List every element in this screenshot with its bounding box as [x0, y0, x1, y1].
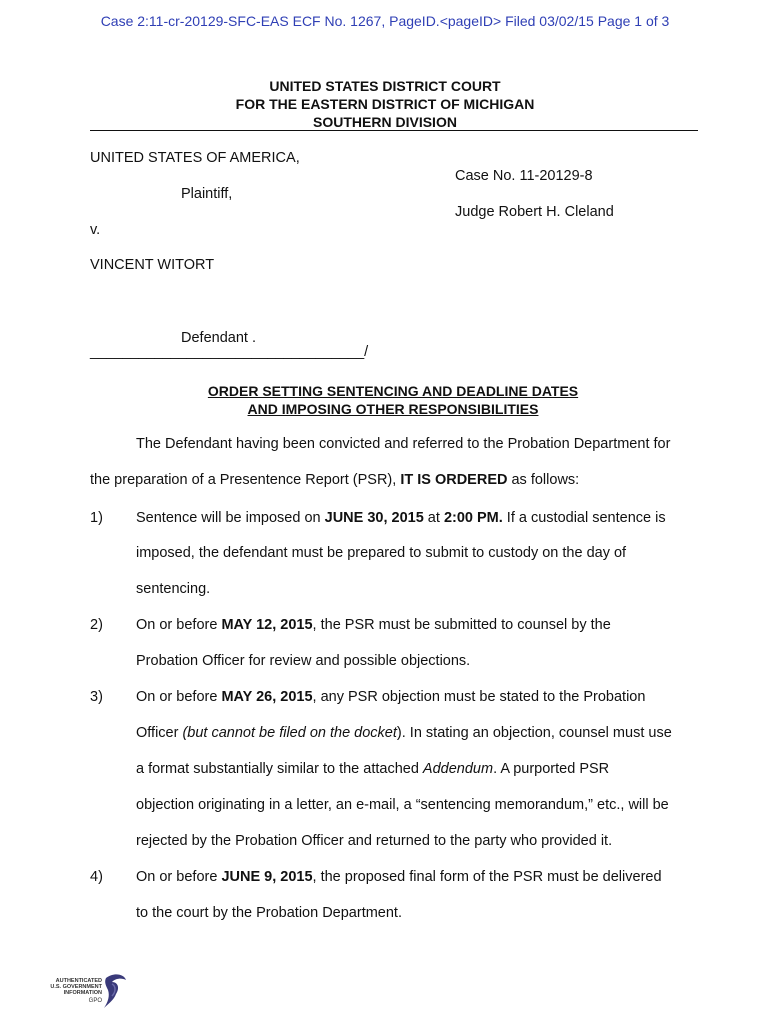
- item-4-line1: On or before JUNE 9, 2015, the proposed final form of the PSR must be delivered: [136, 869, 662, 885]
- court-division: SOUTHERN DIVISION: [313, 114, 457, 130]
- item-1-line3: sentencing.: [136, 581, 211, 597]
- court-district: FOR THE EASTERN DISTRICT OF MICHIGAN: [235, 96, 535, 112]
- item-3-line5: rejected by the Probation Officer and returned to the party who provided it.: [136, 833, 613, 849]
- eagle-emblem-icon: [100, 970, 130, 1012]
- order-title-line2: AND IMPOSING OTHER RESPONSIBILITIES: [247, 401, 539, 417]
- defendant-role: Defendant .: [181, 330, 256, 346]
- item-3-line2: Officer (but cannot be filed on the docket). In stating an objection, counsel must use: [136, 725, 672, 741]
- item-3-line3: a format substantially similar to the attached Addendum. A purported PSR: [136, 761, 610, 777]
- item-number: 4): [90, 869, 103, 885]
- item-3-line4: objection originating in a letter, an e-mail, a “sentencing memorandum,” etc., will be: [136, 797, 669, 813]
- seal-line1: AUTHENTICATED: [55, 978, 102, 984]
- item-1-line1: Sentence will be imposed on JUNE 30, 2015 at 2:00 PM. If a custodial sentence is: [136, 510, 666, 526]
- intro-line1: The Defendant having been convicted and referred to the Probation Department for: [136, 436, 671, 452]
- order-title-line1: ORDER SETTING SENTENCING AND DEADLINE DATES: [207, 383, 579, 399]
- seal-line4: GPO: [88, 998, 102, 1004]
- item-1-line2: imposed, the defendant must be prepared to submit to custody on the day of: [136, 545, 627, 561]
- item-4-line2: to the court by the Probation Department.: [136, 905, 402, 921]
- item-number: 3): [90, 689, 103, 705]
- item-2-line2: Probation Officer for review and possible objections.: [136, 653, 471, 669]
- ecf-header-stamp: Case 2:11-cr-20129-SFC-EAS ECF No. 1267, PageID.<pageID> Filed 03/02/15 Page 1 of 3: [100, 13, 670, 29]
- judge-name: Judge Robert H. Cleland: [455, 204, 614, 220]
- court-name: UNITED STATES DISTRICT COURT: [269, 78, 501, 94]
- plaintiff-name: UNITED STATES OF AMERICA,: [90, 150, 300, 166]
- caption-divider: [90, 130, 698, 131]
- item-number: 1): [90, 510, 103, 526]
- plaintiff-role: Plaintiff,: [181, 186, 233, 202]
- item-3-line1: On or before MAY 26, 2015, any PSR objection must be stated to the Probation: [136, 689, 646, 705]
- versus: v.: [90, 222, 101, 238]
- gpo-authentication-seal: [42, 968, 132, 1018]
- seal-line2: U.S. GOVERNMENT: [50, 984, 102, 990]
- intro-line2: the preparation of a Presentence Report (PSR), IT IS ORDERED as follows:: [90, 472, 580, 488]
- item-2-line1: On or before MAY 12, 2015, the PSR must be submitted to counsel by the: [136, 617, 611, 633]
- case-number: Case No. 11-20129-8: [455, 168, 593, 184]
- seal-line3: INFORMATION: [63, 990, 102, 996]
- caption-signature-line: __________________________________/: [90, 344, 369, 360]
- item-number: 2): [90, 617, 103, 633]
- defendant-name: VINCENT WITORT: [90, 257, 215, 273]
